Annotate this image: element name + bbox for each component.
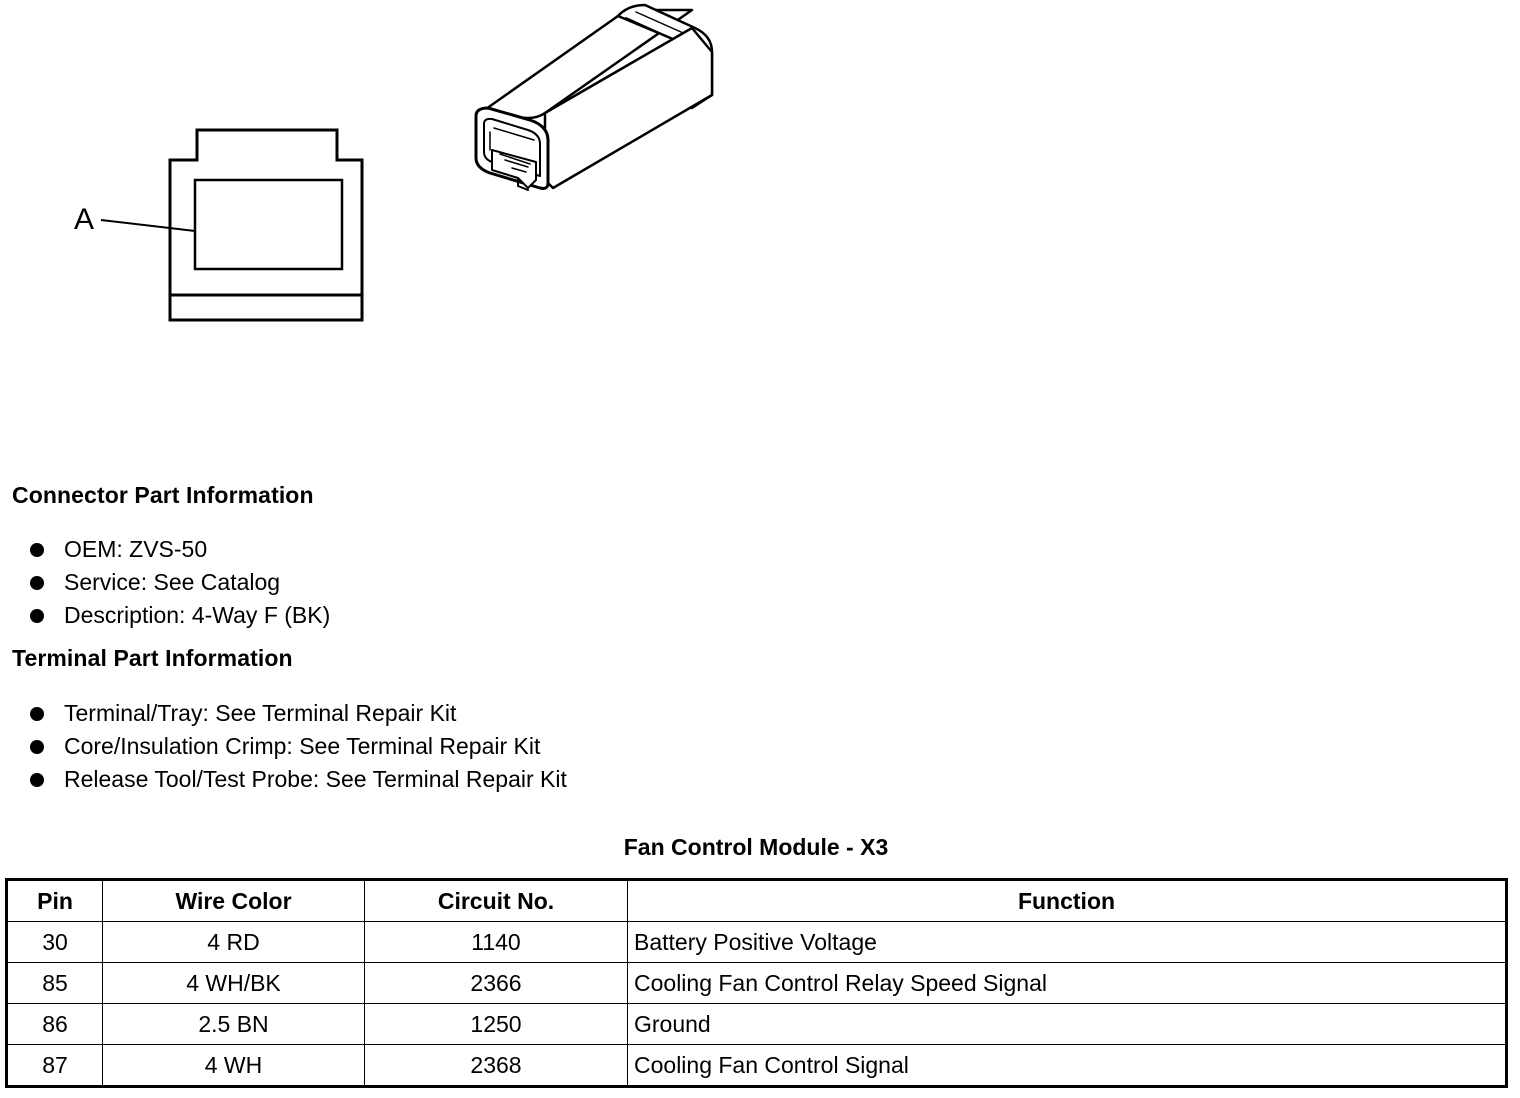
connector-illustration — [0, 0, 760, 340]
connector-drawing — [0, 0, 760, 340]
table-header-row — [7, 880, 1507, 922]
callout-leader-line — [101, 220, 195, 231]
cell-function: Battery Positive Voltage — [628, 922, 1507, 963]
list-item-text: Service: See Catalog — [64, 569, 281, 595]
cell-function: Ground — [628, 1004, 1507, 1045]
cell-circuit-no: 1140 — [365, 922, 628, 963]
header-circuit-no: Circuit No. — [365, 880, 628, 922]
bullet-icon — [30, 543, 44, 557]
connector-face-outline — [170, 130, 362, 320]
callout-label-a: A — [74, 203, 95, 236]
table-row — [7, 922, 1507, 963]
list-item — [28, 697, 567, 730]
table-row — [7, 1045, 1507, 1087]
list-item — [28, 763, 567, 796]
connector-isometric-view — [476, 5, 712, 190]
list-item — [28, 566, 330, 599]
bullet-icon — [30, 576, 44, 590]
list-item-text: OEM: ZVS-50 — [64, 536, 208, 562]
cell-circuit-no: 2368 — [365, 1045, 628, 1087]
list-item — [28, 599, 330, 632]
connector-face-view — [170, 130, 362, 320]
cell-circuit-no: 2366 — [365, 963, 628, 1004]
list-item — [28, 730, 567, 763]
list-item-text: Release Tool/Test Probe: See Terminal Repair Kit — [64, 766, 567, 792]
cell-pin: 86 — [7, 1004, 103, 1045]
cell-wire-color: 4 RD — [103, 922, 365, 963]
table-row — [7, 963, 1507, 1004]
list-item-text: Core/Insulation Crimp: See Terminal Repair Kit — [64, 733, 541, 759]
cell-pin: 85 — [7, 963, 103, 1004]
header-wire-color: Wire Color — [103, 880, 365, 922]
list-item — [28, 533, 330, 566]
terminal-part-info-heading: Terminal Part Information — [12, 645, 293, 671]
connector-cavity-a — [195, 180, 342, 269]
header-pin: Pin — [7, 880, 103, 922]
cell-pin: 30 — [7, 922, 103, 963]
list-item-text: Description: 4-Way F (BK) — [64, 602, 331, 628]
table-row — [7, 1004, 1507, 1045]
bullet-icon — [30, 773, 44, 787]
bullet-icon — [30, 707, 44, 721]
cell-function: Cooling Fan Control Signal — [628, 1045, 1507, 1087]
pinout-table — [5, 878, 1508, 1088]
connector-part-info-list — [28, 533, 330, 632]
bullet-icon — [30, 609, 44, 623]
list-item-text: Terminal/Tray: See Terminal Repair Kit — [64, 700, 457, 726]
cell-wire-color: 4 WH/BK — [103, 963, 365, 1004]
terminal-part-info-list — [28, 697, 567, 796]
cell-function: Cooling Fan Control Relay Speed Signal — [628, 963, 1507, 1004]
cell-circuit-no: 1250 — [365, 1004, 628, 1045]
header-function: Function — [628, 880, 1507, 922]
bullet-icon — [30, 740, 44, 754]
cell-pin: 87 — [7, 1045, 103, 1087]
cell-wire-color: 2.5 BN — [103, 1004, 365, 1045]
connector-part-info-heading: Connector Part Information — [12, 482, 314, 508]
cell-wire-color: 4 WH — [103, 1045, 365, 1087]
pinout-table-title: Fan Control Module - X3 — [623, 834, 889, 860]
